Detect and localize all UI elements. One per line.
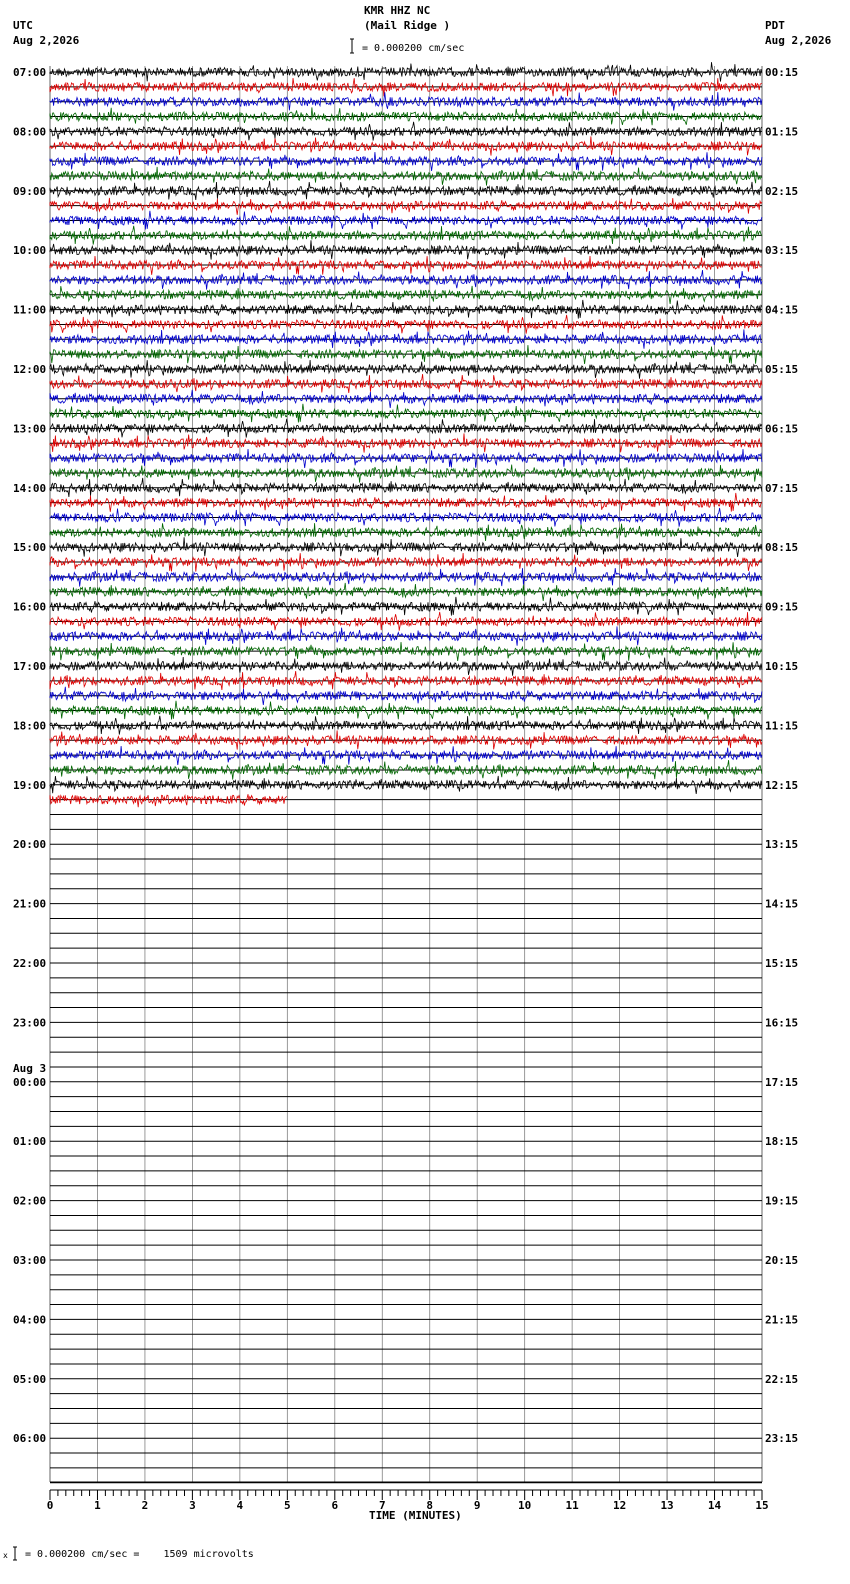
utc-hour-label: 17:00 bbox=[13, 660, 47, 673]
utc-hour-label: 20:00 bbox=[13, 838, 47, 852]
utc-hour-label: 08:00 bbox=[13, 125, 47, 139]
pdt-hour-label: 04:15 bbox=[765, 303, 799, 317]
utc-hour-label: 00:00 bbox=[13, 1075, 47, 1089]
utc-hour-label: 06:00 bbox=[13, 1432, 47, 1446]
pdt-hour-label: 16:15 bbox=[765, 1016, 799, 1030]
x-tick-label: 10 bbox=[518, 1499, 532, 1512]
x-tick-label: 14 bbox=[707, 1499, 722, 1512]
pdt-label: PDT bbox=[765, 19, 785, 32]
utc-hour-label: 16:00 bbox=[13, 600, 47, 614]
pdt-hour-label: 14:15 bbox=[765, 897, 799, 911]
utc-hour-label: 02:00 bbox=[13, 1194, 47, 1208]
utc-hour-label: 04:00 bbox=[13, 1313, 47, 1327]
seismic-trace bbox=[50, 404, 762, 423]
footer-scale-text: = 0.000200 cm/sec = 1509 microvolts bbox=[25, 1549, 254, 1560]
seismic-trace bbox=[50, 567, 762, 587]
x-tick-label: 6 bbox=[331, 1499, 339, 1512]
x-axis-label: TIME (MINUTES) bbox=[369, 1509, 462, 1522]
scale-text: = 0.000200 cm/sec bbox=[362, 43, 465, 54]
x-tick-label: 3 bbox=[189, 1499, 196, 1512]
seismic-trace bbox=[50, 345, 762, 364]
x-tick-label: 4 bbox=[236, 1499, 244, 1512]
pdt-hour-label: 18:15 bbox=[765, 1135, 799, 1149]
pdt-hour-label: 20:15 bbox=[765, 1254, 799, 1267]
utc-hour-label: 12:00 bbox=[13, 363, 47, 376]
x-tick-label: 5 bbox=[284, 1499, 291, 1512]
seismic-trace bbox=[50, 107, 762, 125]
utc-hour-label: 09:00 bbox=[13, 184, 47, 198]
pdt-hour-label: 07:15 bbox=[765, 481, 799, 495]
x-tick-label: 2 bbox=[141, 1499, 149, 1512]
pdt-hour-label: 12:15 bbox=[765, 778, 799, 792]
pdt-hour-label: 23:15 bbox=[765, 1432, 799, 1446]
utc-hour-label: 21:00 bbox=[13, 897, 47, 911]
utc-hour-label: 22:00 bbox=[13, 957, 47, 970]
seismic-trace bbox=[50, 794, 287, 807]
x-tick-label: 7 bbox=[378, 1499, 386, 1512]
pdt-hour-label: 10:15 bbox=[765, 660, 799, 673]
x-tick-label: 13 bbox=[660, 1499, 674, 1512]
pdt-hour-label: 02:15 bbox=[765, 184, 799, 198]
date-change-label: Aug 3 bbox=[13, 1061, 47, 1075]
pdt-hour-label: 22:15 bbox=[765, 1372, 799, 1386]
x-tick-label: 12 bbox=[612, 1499, 627, 1512]
utc-hour-label: 01:00 bbox=[13, 1135, 47, 1149]
utc-hour-label: 15:00 bbox=[13, 541, 47, 555]
station-title: KMR HHZ NC bbox=[364, 4, 431, 17]
seismic-trace bbox=[50, 508, 762, 527]
pdt-date: Aug 2,2026 bbox=[765, 34, 832, 47]
utc-hour-label: 10:00 bbox=[13, 244, 47, 258]
utc-hour-label: 05:00 bbox=[13, 1372, 47, 1386]
pdt-hour-label: 08:15 bbox=[765, 541, 799, 555]
utc-date: Aug 2,2026 bbox=[13, 34, 80, 47]
utc-hour-label: 14:00 bbox=[13, 481, 47, 495]
pdt-hour-label: 19:15 bbox=[765, 1194, 799, 1208]
utc-hour-label: 23:00 bbox=[13, 1016, 47, 1030]
pdt-hour-label: 03:15 bbox=[765, 244, 799, 258]
utc-hour-label: 03:00 bbox=[13, 1254, 47, 1267]
pdt-hour-label: 09:15 bbox=[765, 600, 799, 614]
pdt-hour-label: 01:15 bbox=[765, 125, 799, 139]
pdt-hour-label: 11:15 bbox=[765, 719, 799, 733]
x-tick-label: 9 bbox=[473, 1499, 481, 1512]
pdt-hour-label: 06:15 bbox=[765, 422, 799, 436]
pdt-hour-label: 13:15 bbox=[765, 838, 799, 852]
utc-hour-label: 13:00 bbox=[13, 422, 47, 436]
seismic-trace bbox=[50, 465, 762, 483]
utc-hour-label: 18:00 bbox=[13, 719, 47, 733]
x-tick-label: 15 bbox=[755, 1499, 769, 1512]
utc-hour-label: 19:00 bbox=[13, 778, 47, 792]
site-title: (Mail Ridge ) bbox=[364, 19, 451, 32]
pdt-hour-label: 21:15 bbox=[765, 1313, 799, 1327]
pdt-hour-label: 00:15 bbox=[765, 66, 799, 79]
pdt-hour-label: 15:15 bbox=[765, 957, 799, 970]
footer-marker: x bbox=[3, 1551, 8, 1560]
x-tick-label: 0 bbox=[46, 1499, 54, 1512]
seismic-trace bbox=[50, 198, 762, 215]
pdt-hour-label: 05:15 bbox=[765, 363, 799, 376]
utc-label: UTC bbox=[13, 19, 33, 32]
x-tick-label: 8 bbox=[426, 1499, 434, 1512]
utc-hour-label: 11:00 bbox=[13, 303, 47, 317]
pdt-hour-label: 17:15 bbox=[765, 1075, 799, 1089]
x-tick-label: 1 bbox=[94, 1499, 101, 1512]
x-tick-label: 11 bbox=[565, 1499, 579, 1512]
utc-hour-label: 07:00 bbox=[13, 66, 47, 79]
